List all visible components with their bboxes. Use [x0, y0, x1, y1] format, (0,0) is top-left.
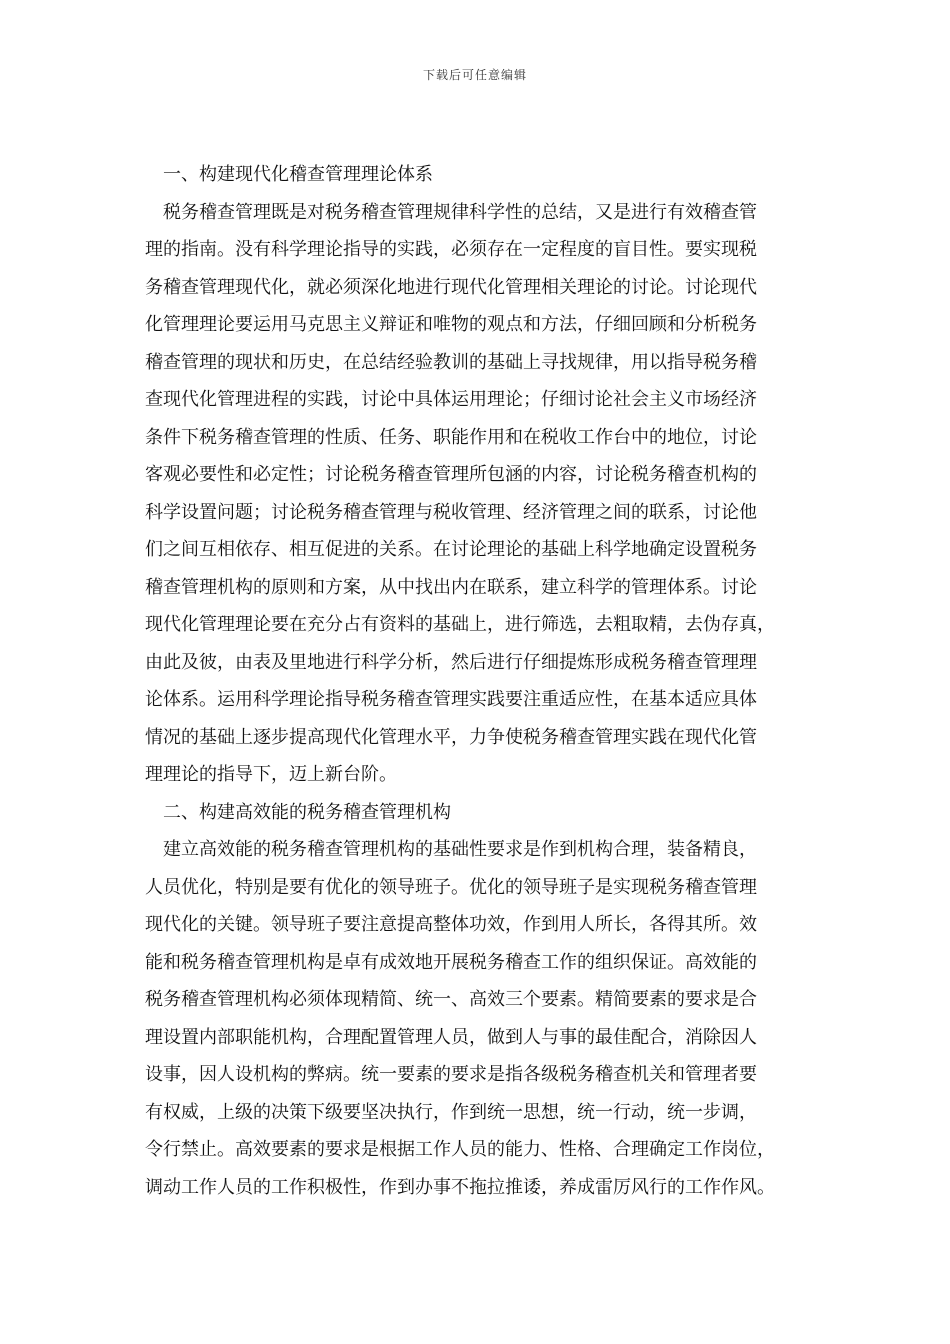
paragraph-line: 查现代化管理进程的实践，讨论中具体运用理论；仔细讨论社会主义市场经济: [145, 389, 757, 410]
paragraph-line: 税务稽查管理既是对税务稽查管理规律科学性的总结，又是进行有效稽查管: [163, 201, 757, 223]
paragraph-line: 调动工作人员的工作积极性，作到办事不拖拉推诿，养成雷厉风行的工作作风。: [145, 1176, 775, 1198]
paragraph-line: 理设置内部职能机构，合理配置管理人员，做到人与事的最佳配合，消除因人: [145, 1026, 757, 1048]
paragraph-line: 们之间互相依存、相互促进的关系。在讨论理论的基础上科学地确定设置税务: [145, 539, 757, 560]
paragraph-line: 条件下税务稽查管理的性质、任务、职能作用和在税收工作台中的地位，讨论: [145, 426, 757, 448]
paragraph-line: 现代化管理理论要在充分占有资料的基础上，进行筛选，去粗取精，去伪存真，: [145, 614, 775, 635]
paragraph-line: 务稽查管理现代化，就必须深化地进行现代化管理相关理论的讨论。讨论现代: [145, 276, 757, 298]
paragraph-line: 稽查管理机构的原则和方案，从中找出内在联系，建立科学的管理体系。讨论: [145, 576, 757, 598]
paragraph-line: 令行禁止。高效要素的要求是根据工作人员的能力、性格、合理确定工作岗位，: [145, 1139, 775, 1160]
paragraph-line: 人员优化，特别是要有优化的领导班子。优化的领导班子是实现税务稽查管理: [145, 876, 757, 898]
paragraph-line: 情况的基础上逐步提高现代化管理水平，力争使税务稽查管理实践在现代化管: [145, 726, 757, 748]
paragraph-line: 设事，因人设机构的弊病。统一要素的要求是指各级税务稽查机关和管理者要: [145, 1064, 757, 1085]
paragraph-line: 能和税务稽查管理机构是卓有成效地开展税务稽查工作的组织保证。高效能的: [145, 951, 757, 973]
paragraph-line: 化管理理论要运用马克思主义辩证和唯物的观点和方法，仔细回顾和分析税务: [145, 314, 757, 335]
paragraph-line: 理的指南。没有科学理论指导的实践，必须存在一定程度的盲目性。要实现税: [145, 239, 757, 260]
section-heading: 二、构建高效能的税务稽查管理机构: [163, 801, 451, 823]
paragraph-line: 现代化的关键。领导班子要注意提高整体功效，作到用人所长，各得其所。效: [145, 914, 757, 935]
paragraph-line: 科学设置问题；讨论税务稽查管理与税收管理、经济管理之间的联系，讨论他: [145, 501, 757, 523]
paragraph-line: 由此及彼，由表及里地进行科学分析，然后进行仔细提炼形成税务稽查管理理: [145, 651, 757, 673]
paragraph-line: 理理论的指导下，迈上新台阶。: [145, 764, 397, 785]
paragraph-line: 税务稽查管理机构必须体现精简、统一、高效三个要素。精简要素的要求是合: [145, 989, 757, 1010]
section-heading: 一、构建现代化稽查管理理论体系: [163, 164, 433, 185]
paragraph-line: 稽查管理的现状和历史，在总结经验教训的基础上寻找规律，用以指导税务稽: [145, 351, 757, 373]
paragraph-line: 客观必要性和必定性；讨论税务稽查管理所包涵的内容，讨论税务稽查机构的: [145, 464, 757, 485]
document-body: [145, 156, 825, 1206]
paragraph-line: 建立高效能的税务稽查管理机构的基础性要求是作到机构合理，装备精良，: [163, 839, 757, 860]
paragraph-line: 有权威，上级的决策下级要坚决执行，作到统一思想，统一行动，统一步调，: [145, 1101, 757, 1123]
page-header-note: 下载后可任意编辑: [422, 68, 527, 82]
paragraph-line: 论体系。运用科学理论指导税务稽查管理实践要注重适应性，在基本适应具体: [145, 689, 757, 710]
